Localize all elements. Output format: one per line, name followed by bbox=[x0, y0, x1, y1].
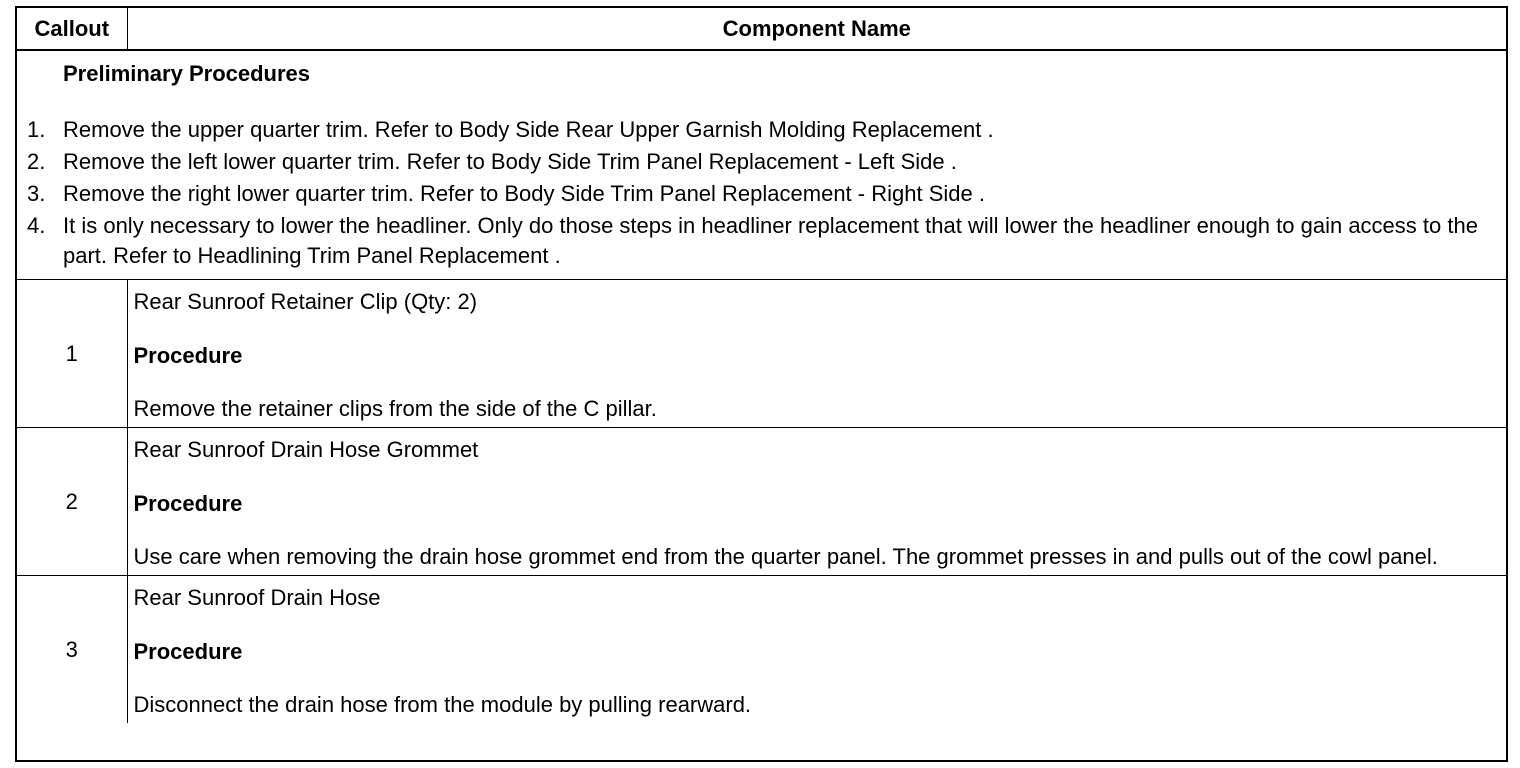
step-text: Remove the right lower quarter trim. Refer to Body Side Trim Panel Replacement - Right Side . bbox=[63, 181, 985, 206]
step-text: Remove the upper quarter trim. Refer to Body Side Rear Upper Garnish Molding Replacement . bbox=[63, 117, 994, 142]
table-row bbox=[17, 280, 1506, 428]
procedure-label: Procedure bbox=[133, 491, 243, 516]
step-text: It is only necessary to lower the headliner. Only do those steps in headliner replacement that will lower the headliner enough to gain access to the part. Refer to Headlining Trim Panel Replacement . bbox=[63, 213, 1478, 268]
step-text: Remove the left lower quarter trim. Refer to Body Side Trim Panel Replacement - Left Side . bbox=[63, 149, 957, 174]
component-cell bbox=[127, 280, 1506, 428]
preliminary-procedures-title: Preliminary Procedures bbox=[63, 61, 311, 86]
table-header-row bbox=[17, 8, 1506, 50]
preliminary-procedures-row bbox=[17, 50, 1506, 280]
table-row bbox=[17, 576, 1506, 724]
procedure-table-frame bbox=[15, 6, 1508, 762]
step-number: 4. bbox=[27, 213, 46, 238]
procedure-text: Use care when removing the drain hose grommet end from the quarter panel. The grommet presses in and pulls out of the cowl panel. bbox=[133, 544, 1438, 569]
procedure-label: Procedure bbox=[133, 343, 243, 368]
step-number: 3. bbox=[27, 181, 46, 206]
preliminary-steps-list bbox=[17, 115, 1506, 271]
component-cell bbox=[127, 576, 1506, 724]
callout-number: 1 bbox=[17, 280, 127, 428]
procedure-text: Disconnect the drain hose from the module by pulling rearward. bbox=[133, 692, 752, 717]
preliminary-step bbox=[17, 115, 1506, 145]
procedure-text: Remove the retainer clips from the side of the C pillar. bbox=[133, 396, 657, 421]
callout-number: 2 bbox=[17, 428, 127, 576]
component-name: Rear Sunroof Drain Hose bbox=[133, 585, 381, 610]
procedure-label: Procedure bbox=[133, 639, 243, 664]
component-cell bbox=[127, 428, 1506, 576]
step-number: 1. bbox=[27, 117, 46, 142]
callout-column-header: Callout bbox=[17, 8, 127, 50]
preliminary-step bbox=[17, 147, 1506, 177]
component-name: Rear Sunroof Retainer Clip (Qty: 2) bbox=[133, 289, 478, 314]
callout-number: 3 bbox=[17, 576, 127, 724]
preliminary-procedures-cell bbox=[17, 50, 1506, 280]
preliminary-step bbox=[17, 211, 1506, 271]
preliminary-step bbox=[17, 179, 1506, 209]
table-row bbox=[17, 428, 1506, 576]
component-name-column-header: Component Name bbox=[127, 8, 1506, 50]
procedure-table bbox=[17, 8, 1506, 723]
step-number: 2. bbox=[27, 149, 46, 174]
component-name: Rear Sunroof Drain Hose Grommet bbox=[133, 437, 479, 462]
